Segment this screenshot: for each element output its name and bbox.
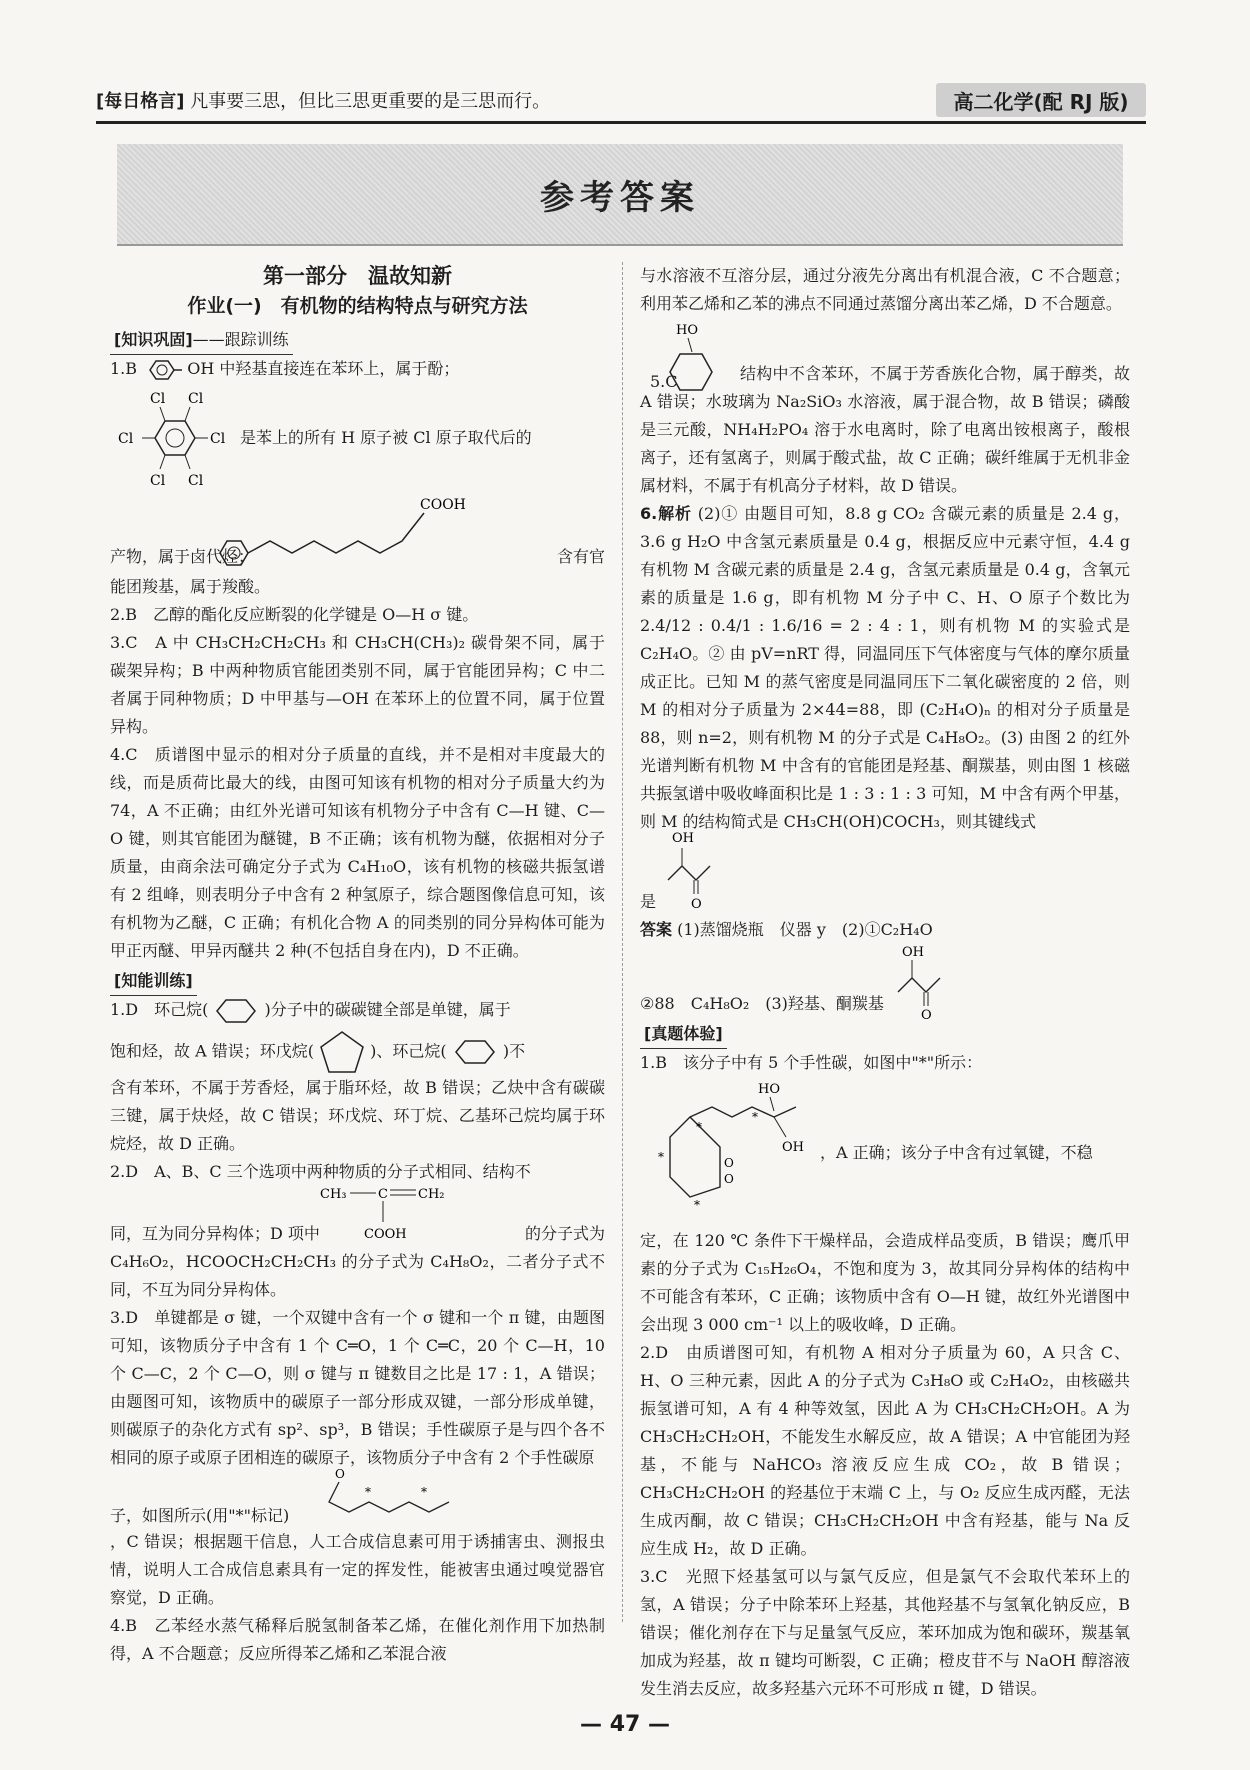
answer-text: ，C 错误；根据题干信息，人工合成信息素可用于诱捕害虫、测报虫情，说明人工合成信息素具有一定的挥发性，能被害虫通过嗅觉器官察觉，D 正确。 bbox=[110, 1532, 605, 1607]
answer-text: 3.D 单键都是 σ 键，一个双键中含有一个 σ 键和一个 π 键，由题图可知，该物质分子中含有 1 个 C═O，1 个 C═C，20 个 C—H，10 个 C—C，2 个 C—O，则 σ 键与 π 键数目之比是 17 : 1，A 错误；由题图可知，该物质中的碳原子一部分形成双键，一部分形成单键，则碳原子的杂化方式有 sp²、sp³，B 错误；手性碳原子是与四个各不相同的原子或原子团相连的碳原子，该物质分子中含有 2 个手性碳原 bbox=[110, 1308, 605, 1467]
answer-item: 4.B 乙苯经水蒸气稀释后脱氢制备苯乙烯，在催化剂作用下加热制得，A 不合题意；反应所得苯乙烯和乙苯混合液 bbox=[110, 1616, 605, 1663]
answer-banner bbox=[117, 144, 1123, 246]
methacrylic-acid-structure bbox=[320, 1182, 480, 1244]
o-label: O bbox=[691, 897, 702, 910]
answer-item bbox=[640, 831, 1130, 916]
answer-text: 2.D A、B、C 三个选项中两种物质的分子式相同、结构不 bbox=[110, 1162, 531, 1181]
o-label: O bbox=[724, 1172, 734, 1186]
section-heading-knowledge bbox=[110, 326, 293, 355]
answer-text: OH 中羟基直接连在苯环上，属于酚； bbox=[187, 359, 460, 378]
answer-item bbox=[640, 500, 1130, 836]
answer-text: )分子中的碳碳键全部是单键，属于 bbox=[264, 1000, 511, 1019]
left-column bbox=[110, 262, 605, 1668]
header-bar bbox=[96, 83, 1146, 124]
daily-motto bbox=[96, 87, 550, 113]
answer-text: )、环己烷( bbox=[370, 1041, 447, 1061]
answer-item bbox=[110, 1186, 605, 1248]
answer-number: 5.C bbox=[650, 372, 678, 391]
answer-item: 4.C 质谱图中显示的相对分子质量的直线，并不是相对丰度最大的线，而是质荷比最大的线，由图可知该有机物的相对分子质量大约为 74，A 不正确；由红外光谱可知该有机物分子中含有 C—H 键、C—O 键，则其官能团为醚键，B 不正确；该有机物为醚，依据相对分子质量，由商余法可确定分子式为 C₄H₁₀O，该有机物的核磁共振氢谱有 2 组峰，则表明分子中含有 2 种氢原子，综合题图像信息可知，该有机物为乙醚，C 正确；有机化合物 A 的同类别的同分异构体可能为甲正丙醚、甲异丙醚共 2 种(不包括自身在内)，D 不正确。 bbox=[110, 745, 605, 960]
answer-text: 1.B 该分子中有 5 个手性碳，如图中"*"所示： bbox=[640, 1053, 983, 1072]
oh-label: OH bbox=[672, 831, 694, 846]
cl-label: Cl bbox=[150, 391, 166, 407]
ch3-label: CH₃ bbox=[320, 1187, 347, 1202]
answer-text: 定，在 120 ℃ 条件下干燥样品，会造成样品变质，B 错误；鹰爪甲素的分子式为 C₁₅H₂₆O₄，不饱和度为 3，故其同分异构体的结构中不可能含有苯环，C 正确；该物质中含有 O—H 键，故红外光谱图中会出现 3 000 cm⁻¹ 以上的吸收峰，D 正确。 bbox=[640, 1231, 1130, 1334]
answer-item bbox=[110, 1467, 605, 1528]
section-heading-sub: ——跟踪训练 bbox=[192, 330, 289, 349]
answer-text: 同，互为同分异构体；D 项中 bbox=[110, 1224, 320, 1243]
answer-text: ，A 正确；该分子中含有过氧键，不稳 bbox=[820, 1143, 1093, 1162]
oh-label: OH bbox=[782, 1140, 804, 1155]
star-label: * bbox=[696, 1120, 702, 1134]
answer-text: 结构中不含苯环，不属于芳香族化合物，属于醇类，故 A 错误；水玻璃为 Na₂SiO₃ 水溶液，属于混合物，故 B 错误；磷酸是三元酸，NH₄H₂PO₄ 溶于水电离时，除了电离出铵根离子，酸根离子，还有氢离子，则属于酸式盐，故 C 正确；碳纤维属于无机非金属材料，不属于有机高分子材料，故 D 错误。 bbox=[640, 364, 1130, 495]
phenyl-acid-structure bbox=[210, 493, 510, 573]
answer-item bbox=[640, 1077, 1130, 1227]
pheromone-structure bbox=[325, 1466, 465, 1522]
page-number: — 47 — bbox=[580, 1712, 670, 1737]
answer-text: 含有官 bbox=[556, 547, 605, 566]
o-label: O bbox=[335, 1467, 345, 1481]
answer-label: 答案 bbox=[640, 920, 673, 939]
star-label: * bbox=[658, 1150, 664, 1164]
cl-label: Cl bbox=[188, 391, 204, 407]
answer-text: (1)蒸馏烧瓶 仪器 y (2)①C₂H₄O bbox=[677, 920, 933, 939]
subject-badge: 高二化学(配 RJ 版) bbox=[936, 83, 1146, 117]
answer-item: 2.D 由质谱图可知，有机物 A 相对分子质量为 60，A 只含 C、H、O 三种元素，因此 A 的分子式为 C₃H₈O 或 C₂H₄O₂，由核磁共振氢谱可知，A 有 4 种等效氢，因此 A 为 CH₃CH₂CH₂OH。A 为 CH₃CH₂CH₂OH，不能发生水解反应，故 A 错误；A 中官能团为羟基，不能与 NaHCO₃ 溶液反应生成 CO₂，故 B 错误；CH₃CH₂CH₂OH 的羟基位于末端 C 上，与 O₂ 反应生成丙醛，无法生成丙酮，故 C 错误；CH₃CH₂CH₂OH 中含有羟基，能与 Na 反应生成 H₂，故 D 正确。 bbox=[640, 1343, 1130, 1558]
answer-text: 的分子式为 bbox=[524, 1224, 605, 1243]
hexachlorobenzene-structure bbox=[110, 383, 240, 493]
ch2-label: CH₂ bbox=[418, 1187, 445, 1202]
oh-label: OH bbox=[902, 945, 924, 960]
answer-item bbox=[110, 996, 605, 1024]
answer-text: 是 bbox=[640, 892, 657, 911]
answer-item: 2.B 乙醇的酯化反应断裂的化学键是 O—H σ 键。 bbox=[110, 605, 479, 624]
answer-item bbox=[110, 493, 605, 573]
cl-label: Cl bbox=[118, 431, 134, 447]
section-heading-text: [知识巩固] bbox=[114, 330, 193, 349]
ho-label: HO bbox=[676, 323, 698, 338]
answer-text: ②88 C₄H₈O₂ (3)羟基、酮羰基 bbox=[640, 994, 884, 1013]
yingzhaosu-structure bbox=[640, 1077, 820, 1227]
answer-text: 是苯上的所有 H 原子被 Cl 原子取代后的 bbox=[240, 428, 532, 447]
o-label: O bbox=[724, 1156, 734, 1170]
cyclopentane-structure bbox=[319, 1030, 365, 1074]
cl-label: Cl bbox=[188, 473, 204, 489]
answer-text: 与水溶液不互溶分层，通过分液先分离出有机混合液，C 不合题意；利用苯乙烯和乙苯的沸点不同通过蒸馏分离出苯乙烯，D 不合题意。 bbox=[640, 266, 1130, 313]
star-label: * bbox=[365, 1485, 371, 1499]
answer-text: 子，如图所示(用"*"标记) bbox=[110, 1506, 290, 1525]
cyclohexane-structure bbox=[213, 998, 259, 1024]
answer-item bbox=[640, 916, 1130, 944]
analysis-label: 6.解析 bbox=[640, 504, 692, 523]
star-label: * bbox=[421, 1485, 427, 1499]
section-heading-real-exam: [真题体验] bbox=[640, 1020, 727, 1049]
o-label: O bbox=[921, 1008, 932, 1020]
answer-text: 能团羧基，属于羧酸。 bbox=[110, 577, 271, 596]
answer-text: C₄H₆O₂，HCOOCH₂CH₂CH₃ 的分子式为 C₄H₈O₂，二者分子式不同，不互为同分异构体。 bbox=[110, 1252, 605, 1299]
motto-text: 凡事要三思，但比三思更重要的是三思而行。 bbox=[190, 91, 551, 112]
answer-number: 1.B bbox=[110, 359, 138, 378]
banner-title: 参考答案 bbox=[540, 177, 700, 218]
answer-text: 含有苯环，不属于芳香烃，属于脂环烃，故 B 错误；乙炔中含有碳碳三键，属于炔烃，故 C 错误；环戊烷、环丁烷、乙基环己烷均属于环烷烃，故 D 正确。 bbox=[110, 1078, 605, 1153]
answer-text: 产物，属于卤代烃； bbox=[110, 547, 255, 566]
answer-item bbox=[110, 383, 605, 493]
cl-label: Cl bbox=[210, 431, 226, 447]
right-column bbox=[640, 262, 1130, 1703]
answer-text: (2)① 由题目可知，8.8 g CO₂ 含碳元素的质量是 2.4 g，3.6 g H₂O 中含氢元素质量是 0.4 g，根据反应中元素守恒，4.4 g 有机物 M 含碳元素的质量是 2.4 g，含氢元素质量是 0.4 g，含氧元素的质量是 1.6 g，即有机物 M 分子中 C、H、O 原子个数比为 2.4/12 : 0.4/1 : 1.6/16 = 2 : 4 : 1，则有机物 M 的实验式是 C₂H₄O。② 由 pV=nRT 得，同温同压下气体密度与气体的摩尔质量成正比。已知 M 的蒸气密度是同温同压下二氧化碳密度的 2 倍，则 M 的相对分子质量为 2×44=88，即 (C₂H₄O)ₙ 的相对分子质量是 88，则 n=2，则有机物 M 的分子式是 C₄H₈O₂。(3) 由图 2 的红外光谱判断有机物 M 中含有的官能团是羟基、酮羰基，则由图 1 核磁共振氢谱中吸收峰面积比是 1 : 3 : 1 : 3 可知，M 中含有两个甲基，则 M 的结构简式是 CH₃CH(OH)COCH₃，则其键线式 bbox=[640, 504, 1130, 831]
cooh-label: COOH bbox=[420, 497, 466, 513]
motto-label: [每日格言] bbox=[96, 91, 185, 112]
section-heading-skills: [知能训练] bbox=[110, 967, 197, 996]
column-divider bbox=[622, 262, 623, 1622]
cooh-label: COOH bbox=[364, 1227, 407, 1242]
cyclohexane-structure bbox=[452, 1039, 498, 1065]
star-label: * bbox=[752, 1110, 758, 1124]
acetoin-structure bbox=[660, 830, 730, 910]
answer-text: )不 bbox=[502, 1041, 526, 1061]
star-label: * bbox=[694, 1198, 700, 1212]
ho-label: HO bbox=[758, 1082, 780, 1097]
answer-item: 3.C 光照下烃基氢可以与氯气反应，但是氯气不会取代苯环上的氢，A 错误；分子中除苯环上羟基，其他羟基不与氢氧化钠反应，B 错误；催化剂存在下与足量氢气反应，苯环加成为饱和碳环，羰基氧加成为羟基，故 π 键均可断裂，C 正确；橙皮苷不与 NaOH 醇溶液发生消去反应，故多羟基六元环不可形成 π 键，D 错误。 bbox=[640, 1567, 1130, 1698]
answer-text: 饱和烃，故 A 错误；环戊烷( bbox=[110, 1041, 314, 1061]
answer-item bbox=[110, 1030, 605, 1074]
answer-item: 3.C A 中 CH₃CH₂CH₂CH₃ 和 CH₃CH(CH₃)₂ 碳骨架不同，属于碳架异构；B 中两种物质官能团类别不同，属于官能团异构；C 中二者属于同种物质；D 中甲基与—OH 在苯环上的位置不同，属于位置异构。 bbox=[110, 633, 605, 736]
answer-item bbox=[110, 355, 605, 383]
cl-label: Cl bbox=[150, 473, 166, 489]
c-label: C bbox=[378, 1187, 388, 1202]
answer-text: 1.D 环己烷( bbox=[110, 1000, 209, 1019]
phenol-structure bbox=[142, 358, 182, 382]
part-title: 第一部分 温故知新 bbox=[263, 264, 452, 288]
homework-title: 作业(一) 有机物的结构特点与研究方法 bbox=[187, 295, 528, 317]
